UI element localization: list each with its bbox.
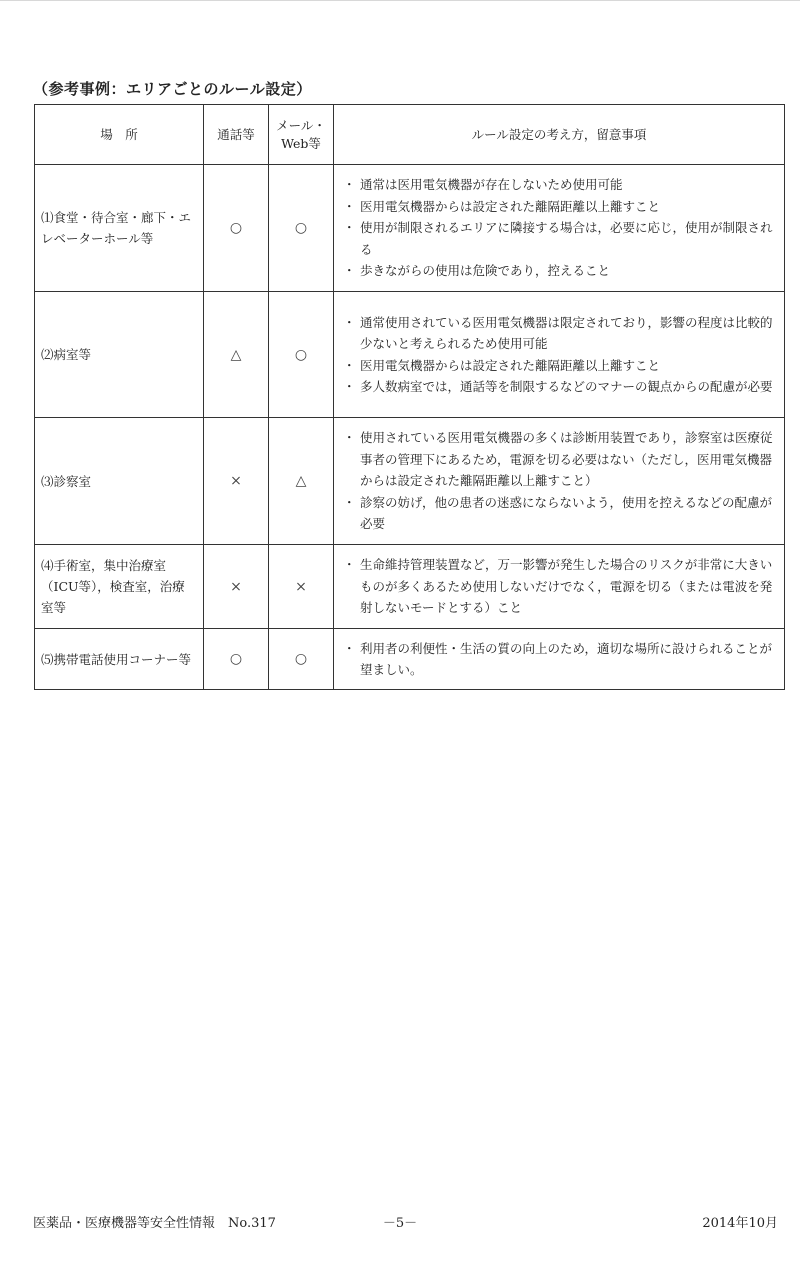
table-row — [35, 629, 785, 690]
row-place: ⑷手術室，集中治療室（ICU等），検査室，治療室等 — [35, 545, 204, 629]
row-mail-mark: ○ — [269, 165, 334, 292]
note-item: ・ 診察の妨げ，他の患者の迷惑にならないよう，使用を控えるなどの配慮が必要 — [346, 492, 774, 535]
row-mail-mark: ○ — [269, 629, 334, 690]
footer-page-number: －5－ — [382, 1216, 418, 1231]
row-mail-mark: ○ — [269, 292, 334, 418]
note-item: ・ 通常使用されている医用電気機器は限定されており，影響の程度は比較的少ないと考えられるため使用可能 — [346, 312, 774, 355]
row-call-mark: × — [204, 545, 269, 629]
note-item: ・ 使用されている医用電気機器の多くは診断用装置であり，診察室は医療従事者の管理下にあるため，電源を切る必要はない（ただし，医用電気機器からは設定された離隔距離以上離すこと） — [346, 427, 774, 492]
header-mail — [269, 105, 334, 165]
table-row — [35, 418, 785, 545]
note-item: ・ 多人数病室では，通話等を制限するなどのマナーの観点からの配慮が必要 — [346, 376, 774, 398]
note-item: ・ 医用電気機器からは設定された離隔距離以上離すこと — [346, 196, 774, 218]
row-mail-mark: × — [269, 545, 334, 629]
table-row — [35, 165, 785, 292]
table-header-row — [35, 105, 785, 165]
header-notes: ルール設定の考え方，留意事項 — [334, 105, 785, 165]
row-call-mark: △ — [204, 292, 269, 418]
row-notes — [334, 292, 785, 418]
row-place: ⑶診察室 — [35, 418, 204, 545]
row-notes — [334, 629, 785, 690]
note-item: ・ 利用者の利便性・生活の質の向上のため，適切な場所に設けられることが望ましい。 — [346, 638, 774, 681]
note-item: ・ 通常は医用電気機器が存在しないため使用可能 — [346, 174, 774, 196]
section-title: （参考事例：エリアごとのルール設定） — [33, 80, 312, 98]
note-item: ・ 医用電気機器からは設定された離隔距離以上離すこと — [346, 355, 774, 377]
row-mail-mark: △ — [269, 418, 334, 545]
top-border-line — [0, 0, 800, 1]
header-mail-line2: Web等 — [281, 135, 321, 151]
footer-publication: 医薬品・医療機器等安全性情報 No.317 — [33, 1216, 276, 1231]
row-call-mark: × — [204, 418, 269, 545]
row-call-mark: ○ — [204, 165, 269, 292]
header-place: 場 所 — [35, 105, 204, 165]
row-place: ⑸携帯電話使用コーナー等 — [35, 629, 204, 690]
rules-table — [34, 104, 785, 690]
header-mail-line1: メール・ — [276, 117, 326, 133]
row-notes — [334, 418, 785, 545]
row-call-mark: ○ — [204, 629, 269, 690]
footer-date: 2014年10月 — [702, 1216, 778, 1231]
header-call: 通話等 — [204, 105, 269, 165]
row-place: ⑵病室等 — [35, 292, 204, 418]
table-row — [35, 292, 785, 418]
table-row — [35, 545, 785, 629]
row-notes — [334, 165, 785, 292]
row-notes — [334, 545, 785, 629]
note-item: ・ 歩きながらの使用は危険であり，控えること — [346, 260, 774, 282]
row-place: ⑴食堂・待合室・廊下・エレベーターホール等 — [35, 165, 204, 292]
note-item: ・ 生命維持管理装置など，万一影響が発生した場合のリスクが非常に大きいものが多くあるため使用しないだけでなく，電源を切る（または電波を発射しないモードとする）こと — [346, 554, 774, 619]
note-item: ・ 使用が制限されるエリアに隣接する場合は，必要に応じ，使用が制限される — [346, 217, 774, 260]
